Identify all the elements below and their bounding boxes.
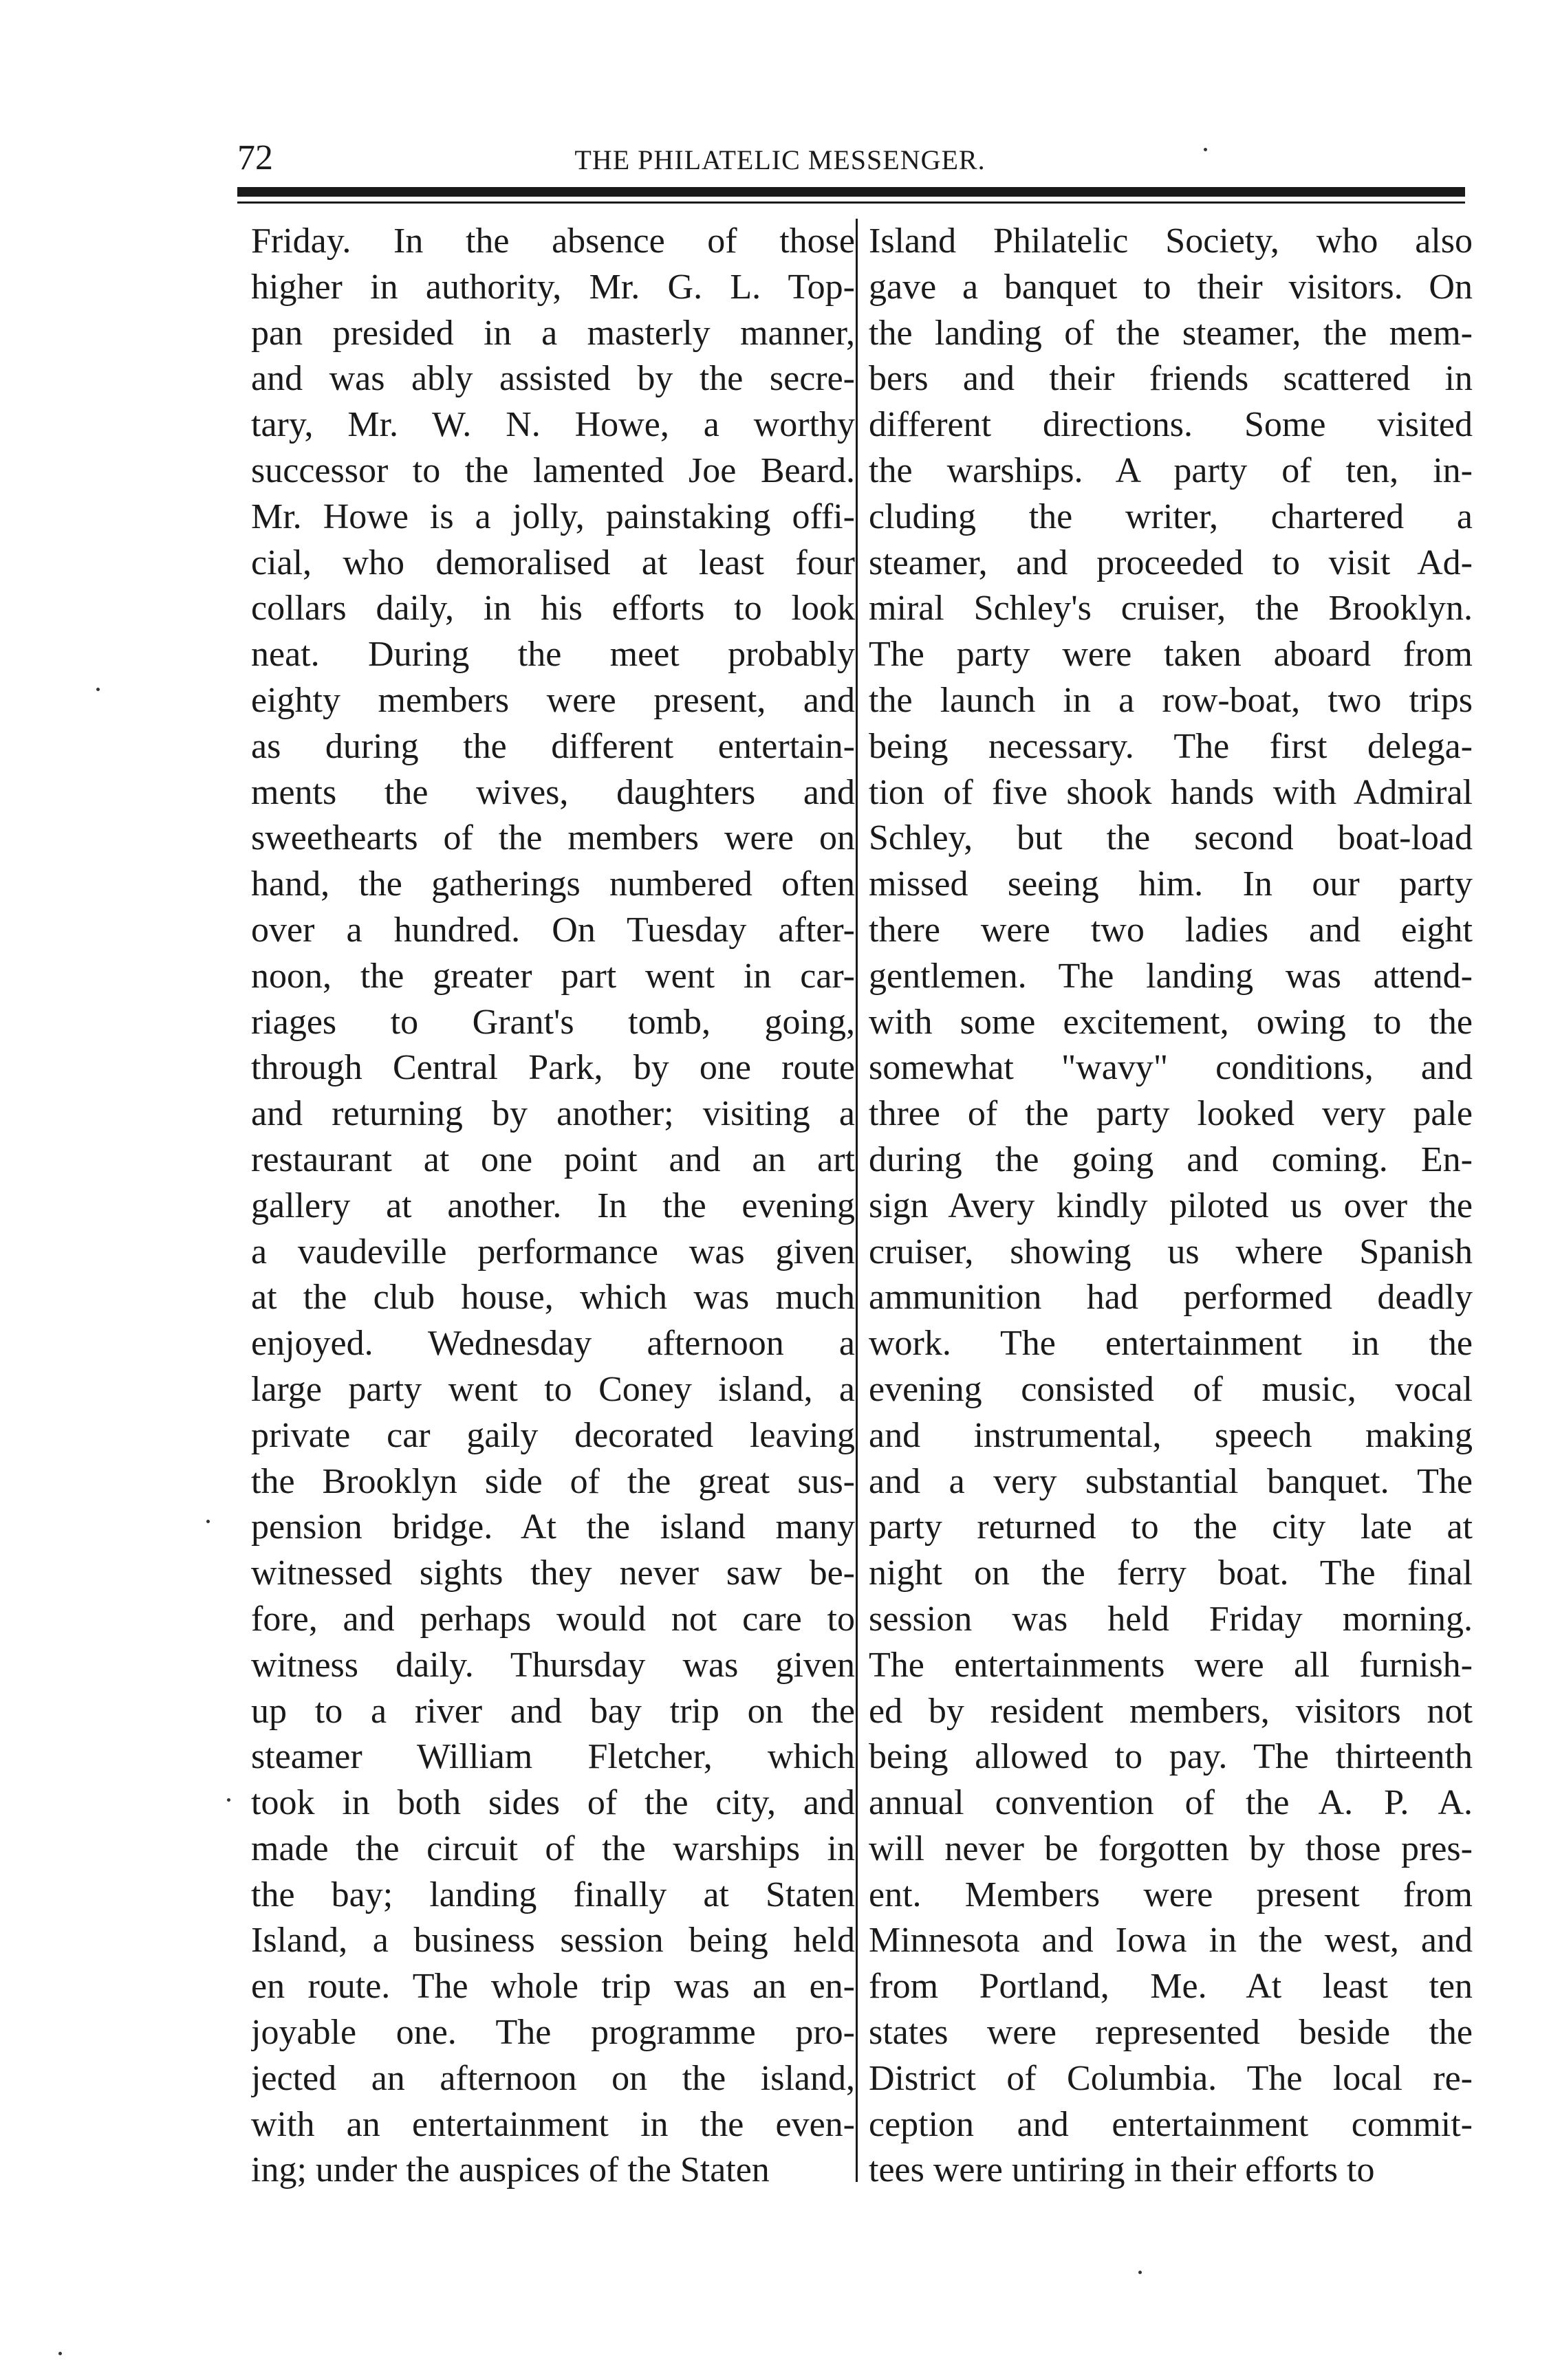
- header-rule: [237, 187, 1465, 197]
- text-line: Minnesota and Iowa in the west, and: [869, 1921, 1473, 1961]
- text-line: Island, a business session being held: [251, 1921, 855, 1961]
- text-line: sweethearts of the members were on: [251, 818, 855, 858]
- text-line: collars daily, in his efforts to look: [251, 589, 855, 629]
- text-line: fore, and perhaps would not care to: [251, 1599, 855, 1639]
- column-left: [251, 219, 855, 2194]
- text-line: made the circuit of the warships in: [251, 1828, 855, 1868]
- print-speck: [1204, 148, 1207, 151]
- running-title: THE PHILATELIC MESSENGER.: [574, 144, 986, 175]
- text-line: The party were taken aboard from: [869, 635, 1473, 675]
- text-line: Friday. In the absence of those: [251, 221, 855, 261]
- text-line: private car gaily decorated leaving: [251, 1415, 855, 1455]
- text-line: and was ably assisted by the secre-: [251, 359, 855, 399]
- text-line: jected an afternoon on the island,: [251, 2058, 855, 2098]
- text-line: the Brooklyn side of the great sus-: [251, 1461, 855, 1501]
- text-line: tary, Mr. W. N. Howe, a worthy: [251, 405, 855, 445]
- text-line: ments the wives, daughters and: [251, 772, 855, 812]
- text-line: successor to the lamented Joe Beard.: [251, 450, 855, 490]
- text-line: steamer, and proceeded to visit Ad-: [869, 543, 1473, 582]
- text-line: riages to Grant's tomb, going,: [251, 1002, 855, 1042]
- text-line: the landing of the steamer, the mem-: [869, 313, 1473, 353]
- text-line: work. The entertainment in the: [869, 1324, 1473, 1364]
- text-line: with some excitement, owing to the: [869, 1002, 1473, 1042]
- column-divider: [856, 219, 858, 2182]
- text-line: over a hundred. On Tuesday after-: [251, 910, 855, 950]
- text-line: the launch in a row-boat, two trips: [869, 680, 1473, 720]
- text-line: gallery at another. In the evening: [251, 1186, 855, 1225]
- text-line: enjoyed. Wednesday afternoon a: [251, 1324, 855, 1364]
- header-rule-thin: [237, 201, 1465, 204]
- print-speck: [227, 1798, 230, 1802]
- text-line: somewhat "wavy" conditions, and: [869, 1048, 1473, 1088]
- text-line: missed seeing him. In our party: [869, 864, 1473, 904]
- text-line: ing; under the auspices of the Staten: [251, 2150, 770, 2190]
- text-line: three of the party looked very pale: [869, 1094, 1473, 1134]
- text-line: different directions. Some visited: [869, 405, 1473, 445]
- text-line: District of Columbia. The local re-: [869, 2058, 1473, 2098]
- text-line: witnessed sights they never saw be-: [251, 1553, 855, 1593]
- text-line: ammunition had performed deadly: [869, 1278, 1473, 1318]
- text-line: bers and their friends scattered in: [869, 359, 1473, 399]
- text-line: being necessary. The first delega-: [869, 726, 1473, 766]
- text-line: at the club house, which was much: [251, 1278, 855, 1318]
- text-line: a vaudeville performance was given: [251, 1232, 855, 1271]
- text-line: neat. During the meet probably: [251, 635, 855, 675]
- text-line: noon, the greater part went in car-: [251, 956, 855, 996]
- text-line: with an entertainment in the even-: [251, 2104, 855, 2144]
- text-line: annual convention of the A. P. A.: [869, 1783, 1473, 1823]
- text-line: and instrumental, speech making: [869, 1415, 1473, 1455]
- text-line: Island Philatelic Society, who also: [869, 221, 1473, 261]
- text-line: sign Avery kindly piloted us over the: [869, 1186, 1473, 1225]
- text-line: being allowed to pay. The thirteenth: [869, 1737, 1473, 1777]
- text-line: en route. The whole trip was an en-: [251, 1967, 855, 2007]
- text-line: session was held Friday morning.: [869, 1599, 1473, 1639]
- text-line: witness daily. Thursday was given: [251, 1645, 855, 1685]
- page-number: 72: [237, 138, 273, 177]
- text-line: Mr. Howe is a jolly, painstaking offi-: [251, 496, 855, 536]
- text-line: miral Schley's cruiser, the Brooklyn.: [869, 589, 1473, 629]
- text-line: joyable one. The programme pro-: [251, 2013, 855, 2053]
- text-line: there were two ladies and eight: [869, 910, 1473, 950]
- text-line: cluding the writer, chartered a: [869, 496, 1473, 536]
- text-line: gave a banquet to their visitors. On: [869, 267, 1473, 307]
- text-line: through Central Park, by one route: [251, 1048, 855, 1088]
- text-line: large party went to Coney island, a: [251, 1369, 855, 1409]
- text-line: cial, who demoralised at least four: [251, 543, 855, 582]
- text-line: took in both sides of the city, and: [251, 1783, 855, 1823]
- print-speck: [1138, 2271, 1142, 2274]
- text-line: and a very substantial banquet. The: [869, 1461, 1473, 1501]
- text-line: up to a river and bay trip on the: [251, 1691, 855, 1731]
- text-line: during the going and coming. En-: [869, 1139, 1473, 1179]
- print-speck: [206, 1520, 210, 1523]
- text-line: Schley, but the second boat-load: [869, 818, 1473, 858]
- text-line: ent. Members were present from: [869, 1875, 1473, 1914]
- text-line: hand, the gatherings numbered often: [251, 864, 855, 904]
- text-line: evening consisted of music, vocal: [869, 1369, 1473, 1409]
- text-line: higher in authority, Mr. G. L. Top-: [251, 267, 855, 307]
- text-line: states were represented beside the: [869, 2013, 1473, 2053]
- text-line: pension bridge. At the island many: [251, 1507, 855, 1547]
- text-line: tion of five shook hands with Admiral: [869, 772, 1473, 812]
- text-line: party returned to the city late at: [869, 1507, 1473, 1547]
- text-line: as during the different entertain-: [251, 726, 855, 766]
- column-right: [869, 219, 1473, 2194]
- print-speck: [96, 688, 100, 691]
- text-line: steamer William Fletcher, which: [251, 1737, 855, 1777]
- text-line: ception and entertainment commit-: [869, 2104, 1473, 2144]
- text-line: the warships. A party of ten, in-: [869, 450, 1473, 490]
- text-line: tees were untiring in their efforts to: [869, 2150, 1375, 2190]
- print-speck: [58, 2352, 62, 2355]
- text-line: gentlemen. The landing was attend-: [869, 956, 1473, 996]
- text-line: and returning by another; visiting a: [251, 1094, 855, 1134]
- text-line: restaurant at one point and an art: [251, 1139, 855, 1179]
- text-line: pan presided in a masterly manner,: [251, 313, 855, 353]
- text-line: ed by resident members, visitors not: [869, 1691, 1473, 1731]
- text-line: The entertainments were all furnish-: [869, 1645, 1473, 1685]
- text-line: eighty members were present, and: [251, 680, 855, 720]
- text-line: from Portland, Me. At least ten: [869, 1967, 1473, 2007]
- text-line: cruiser, showing us where Spanish: [869, 1232, 1473, 1271]
- text-line: the bay; landing finally at Staten: [251, 1875, 855, 1914]
- text-line: night on the ferry boat. The final: [869, 1553, 1473, 1593]
- text-line: will never be forgotten by those pres-: [869, 1828, 1473, 1868]
